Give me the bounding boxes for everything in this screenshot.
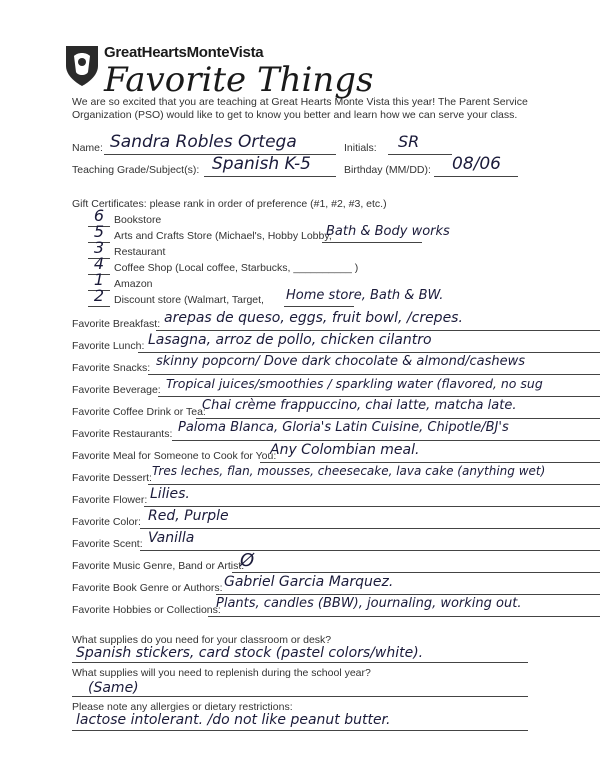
favorite-label: Favorite Book Genre or Authors: (72, 582, 223, 594)
birthday-value: 08/06 (452, 154, 501, 174)
answer-line (208, 616, 600, 617)
grade-line (204, 176, 336, 177)
favorite-value: Ø (240, 550, 255, 571)
gift-rank: 5 (93, 222, 105, 241)
favorite-value: Lilies. (150, 486, 190, 502)
favorite-label: Favorite Breakfast: (72, 318, 161, 330)
answer-line (72, 662, 528, 663)
gift-rank: 4 (93, 254, 105, 273)
favorite-value: Any Colombian meal. (270, 442, 420, 458)
answer-line (216, 594, 600, 595)
answer-line (196, 418, 600, 419)
answer-line (158, 396, 600, 397)
grade-value: Spanish K-5 (212, 154, 311, 174)
gift-extra: Home store, Bath & BW. (286, 288, 444, 303)
initials-line (388, 154, 452, 155)
answer-line (140, 528, 600, 529)
rank-line (88, 306, 110, 307)
favorite-value: Lasagna, arroz de pollo, chicken cilantro (148, 332, 432, 348)
gift-rank: 6 (93, 206, 105, 225)
favorite-label: Favorite Music Genre, Band or Artist: (72, 560, 245, 572)
initials-value: SR (398, 132, 420, 151)
favorite-label: Favorite Snacks: (72, 362, 151, 374)
birthday-line (434, 176, 518, 177)
favorite-value: Tres leches, flan, mousses, cheesecake, lava cake (anything wet) (152, 464, 546, 478)
favorite-label: Favorite Scent: (72, 538, 143, 550)
organization-name: GreatHeartsMonteVista (104, 44, 264, 61)
answer-line (260, 462, 600, 463)
allergies-answer: lactose intolerant. /do not like peanut butter. (76, 712, 391, 728)
answer-line (148, 374, 600, 375)
favorite-value: Vanilla (148, 530, 195, 546)
form-title: Favorite Things (104, 60, 374, 100)
answer-line (148, 484, 600, 485)
favorite-value: Plants, candles (BBW), journaling, working out. (216, 596, 522, 611)
gift-rank: 1 (93, 270, 105, 289)
favorite-label: Favorite Color: (72, 516, 141, 528)
grade-label: Teaching Grade/Subject(s): (72, 164, 200, 176)
replenish-question: What supplies will you need to replenish during the school year? (72, 667, 371, 679)
favorite-value: Chai crème frappuccino, chai latte, matcha late. (202, 398, 517, 413)
gift-label: Discount store (Walmart, Target, (114, 294, 264, 306)
answer-line (72, 730, 528, 731)
favorite-label: Favorite Meal for Someone to Cook for You: (72, 450, 277, 462)
favorite-label: Favorite Hobbies or Collections: (72, 604, 221, 616)
gift-label: Bookstore (114, 214, 162, 226)
answer-line (232, 572, 600, 573)
shield-logo-icon (64, 44, 100, 88)
initials-label: Initials: (344, 142, 377, 154)
gift-label: Coffee Shop (Local coffee, Starbucks, __________ ) (114, 262, 359, 274)
favorite-value: skinny popcorn/ Dove dark chocolate & almond/cashews (156, 354, 525, 369)
answer-line (156, 330, 600, 331)
favorite-label: Favorite Beverage: (72, 384, 161, 396)
supplies-answer: Spanish stickers, card stock (pastel colors/white). (76, 645, 424, 661)
intro-text: We are so excited that you are teaching at Great Hearts Monte Vista this year! The Parent Service Organization (PSO) would like to get to know you better and learn how we can serve your class. (72, 96, 528, 121)
favorite-label: Favorite Flower: (72, 494, 148, 506)
allergies-question: Please note any allergies or dietary restrictions: (72, 701, 293, 713)
gift-rank: 3 (93, 238, 105, 257)
favorite-value: arepas de queso, eggs, fruit bowl, /crepes. (164, 310, 463, 326)
favorite-value: Tropical juices/smoothies / sparkling water (flavored, no sug (166, 376, 543, 391)
birthday-label: Birthday (MM/DD): (344, 164, 431, 176)
gift-label: Restaurant (114, 246, 166, 258)
answer-line (138, 352, 600, 353)
gift-extra: Bath & Body works (326, 224, 450, 239)
favorite-label: Favorite Lunch: (72, 340, 145, 352)
answer-line (72, 696, 528, 697)
favorite-label: Favorite Coffee Drink or Tea: (72, 406, 206, 418)
answer-line (140, 550, 600, 551)
name-label: Name: (72, 142, 103, 154)
favorite-label: Favorite Dessert: (72, 472, 152, 484)
gift-label: Amazon (114, 278, 153, 290)
gift-rank: 2 (93, 286, 105, 305)
other-line (322, 242, 422, 243)
favorite-value: Gabriel Garcia Marquez. (224, 574, 394, 590)
replenish-answer: (Same) (88, 680, 139, 696)
other-line (284, 306, 354, 307)
answer-line (172, 440, 600, 441)
gift-label: Arts and Crafts Store (Michael's, Hobby Lobby, (114, 230, 332, 242)
gift-prompt: Gift Certificates: please rank in order of preference (#1, #2, #3, etc.) (72, 198, 387, 210)
answer-line (144, 506, 600, 507)
supplies-question: What supplies do you need for your classroom or desk? (72, 634, 332, 646)
favorite-value: Paloma Blanca, Gloria's Latin Cuisine, Chipotle/BJ's (178, 420, 509, 435)
name-value: Sandra Robles Ortega (110, 132, 297, 152)
favorite-label: Favorite Restaurants: (72, 428, 173, 440)
favorite-value: Red, Purple (148, 508, 229, 524)
